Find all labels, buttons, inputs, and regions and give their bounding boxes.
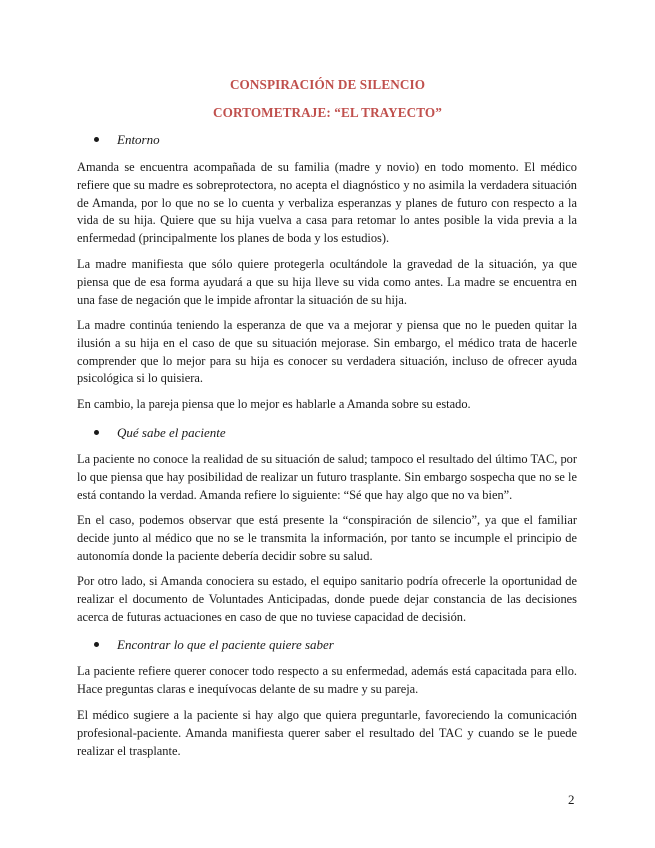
paragraph: El médico sugiere a la paciente si hay algo que quiera preguntarle, favoreciendo la comunicación profesional-paciente. Amanda manifiesta querer saber el resultado del TAC y cuando se le puede realizar el trasplante. xyxy=(77,708,577,758)
paragraph: La madre manifiesta que sólo quiere protegerla ocultándole la gravedad de la situación, ya que piensa que de esa forma ayudará a que su hija lleve su vida como antes. La madre se encuentra en una fase de negación que le impide afrontar la situación de su hija. xyxy=(77,257,577,307)
bullet-icon xyxy=(94,137,99,142)
document-subtitle: CORTOMETRAJE: “EL TRAYECTO” xyxy=(213,105,442,120)
document-page: CONSPIRACIÓN DE SILENCIO CORTOMETRAJE: “EL TRAYECTO” Entorno Amanda se encuentra acompañada de su familia (madre y novio) en todo momento. El médico refiere que su madre es sobreprotectora, no acepta el diagnóstico y no asimila la verdadera situación de Amanda, por lo que no se lo cuenta y verbaliza esperanzas y planes de futuro con respecto a la vida de su hija. Quiere que su hija vuelva a casa para retomar lo antes posible la vida previa a la enfermedad (principalmente los planes de boda y los estudios). La madre manifiesta que sólo quiere protegerla ocultándole la gravedad de la situación, ya que piensa que de esa forma ayudará a que su hija lleve su vida como antes. La madre se encuentra en una fase de negación que le impide afrontar la situación de su hija. La madre continúa teniendo la esperanza de que va a mejorar y piensa que no le pueden quitar la ilusión a su hija en el caso de que su situación mejorase. Sin embargo, el médico trata de hacerle comprender que lo mejor para su hija es conocer su verdadera situación, incluso de ofrecer ayuda psicológica si lo quisiera. En cambio, la pareja piensa que lo mejor es hablarle a Amanda sobre su estado. Qué sabe el paciente La paciente no conoce la realidad de su situación de salud; tampoco el resultado del último TAC, por lo que piensa que hay posibilidad de realizar un futuro trasplante. Sin embargo sospecha que no se le está contando la verdad. Amanda refiere lo siguiente: “Sé que hay algo que no va bien”. En el caso, podemos observar que está presente la “conspiración de silencio”, ya que el familiar decide junto al médico que no se le transmita la información, por tanto se incumple el principio de autonomía donde la paciente debería decidir sobre su salud. Por otro lado, si Amanda conociera su estado, el equipo sanitario podría ofrecerle la oportunidad de realizar el documento de Voluntades Anticipadas, donde puede dejar constancia de las decisiones acerca de futuras actuaciones en caso de que no tuviese capacidad de decisión. Encontrar lo que el paciente quiere saber La paciente refiere querer conocer todo respecto a su enfermedad, además está capacitada para ello. Hace preguntas claras e inequívocas delante de su madre y su pareja. El médico sugiere a la paciente si hay algo que quiera preguntarle, favoreciendo la comunicación profesional-paciente. Amanda manifiesta querer saber el resultado del TAC y cuando se le puede realizar el trasplante. 2 xyxy=(0,0,655,848)
paragraph: La madre continúa teniendo la esperanza de que va a mejorar y piensa que no le pueden quitar la ilusión a su hija en el caso de que su situación mejorase. Sin embargo, el médico trata de hacerle comprender que lo mejor para su hija es conocer su verdadera situación, incluso de ofrecer ayuda psicológica si lo quisiera. xyxy=(77,318,577,386)
paragraph: En cambio, la pareja piensa que lo mejor es hablarle a Amanda sobre su estado. xyxy=(77,397,471,411)
paragraph: Amanda se encuentra acompañada de su familia (madre y novio) en todo momento. El médico refiere que su madre es sobreprotectora, no acepta el diagnóstico y no asimila la verdadera situación de Amanda, por lo que no se lo cuenta y verbaliza esperanzas y planes de futuro con respecto a la vida de su hija. Quiere que su hija vuelva a casa para retomar lo antes posible la vida previa a la enfermedad (principalmente los planes de boda y los estudios). xyxy=(77,160,577,246)
paragraph: La paciente no conoce la realidad de su situación de salud; tampoco el resultado del último TAC, por lo que piensa que hay posibilidad de realizar un futuro trasplante. Sin embargo sospecha que no se le está contando la verdad. Amanda refiere lo siguiente: “Sé que hay algo que no va bien”. xyxy=(77,452,577,502)
document-title: CONSPIRACIÓN DE SILENCIO xyxy=(229,77,426,92)
bullet-icon xyxy=(94,642,99,647)
paragraph: En el caso, podemos observar que está presente la “conspiración de silencio”, ya que el familiar decide junto al médico que no se le transmita la información, por tanto se incumple el principio de autonomía donde la paciente debería decidir sobre su salud. xyxy=(77,513,577,563)
bullet-icon xyxy=(94,430,99,435)
paragraph: La paciente refiere querer conocer todo respecto a su enfermedad, además está capacitada para ello. Hace preguntas claras e inequívocas delante de su madre y su pareja. xyxy=(77,664,577,696)
page-number: 2 xyxy=(568,792,575,807)
paragraph: Por otro lado, si Amanda conociera su estado, el equipo sanitario podría ofrecerle la oportunidad de realizar el documento de Voluntades Anticipadas, donde puede dejar constancia de las decisiones acerca de futuras actuaciones en caso de que no tuviese capacidad de decisión. xyxy=(77,574,577,624)
